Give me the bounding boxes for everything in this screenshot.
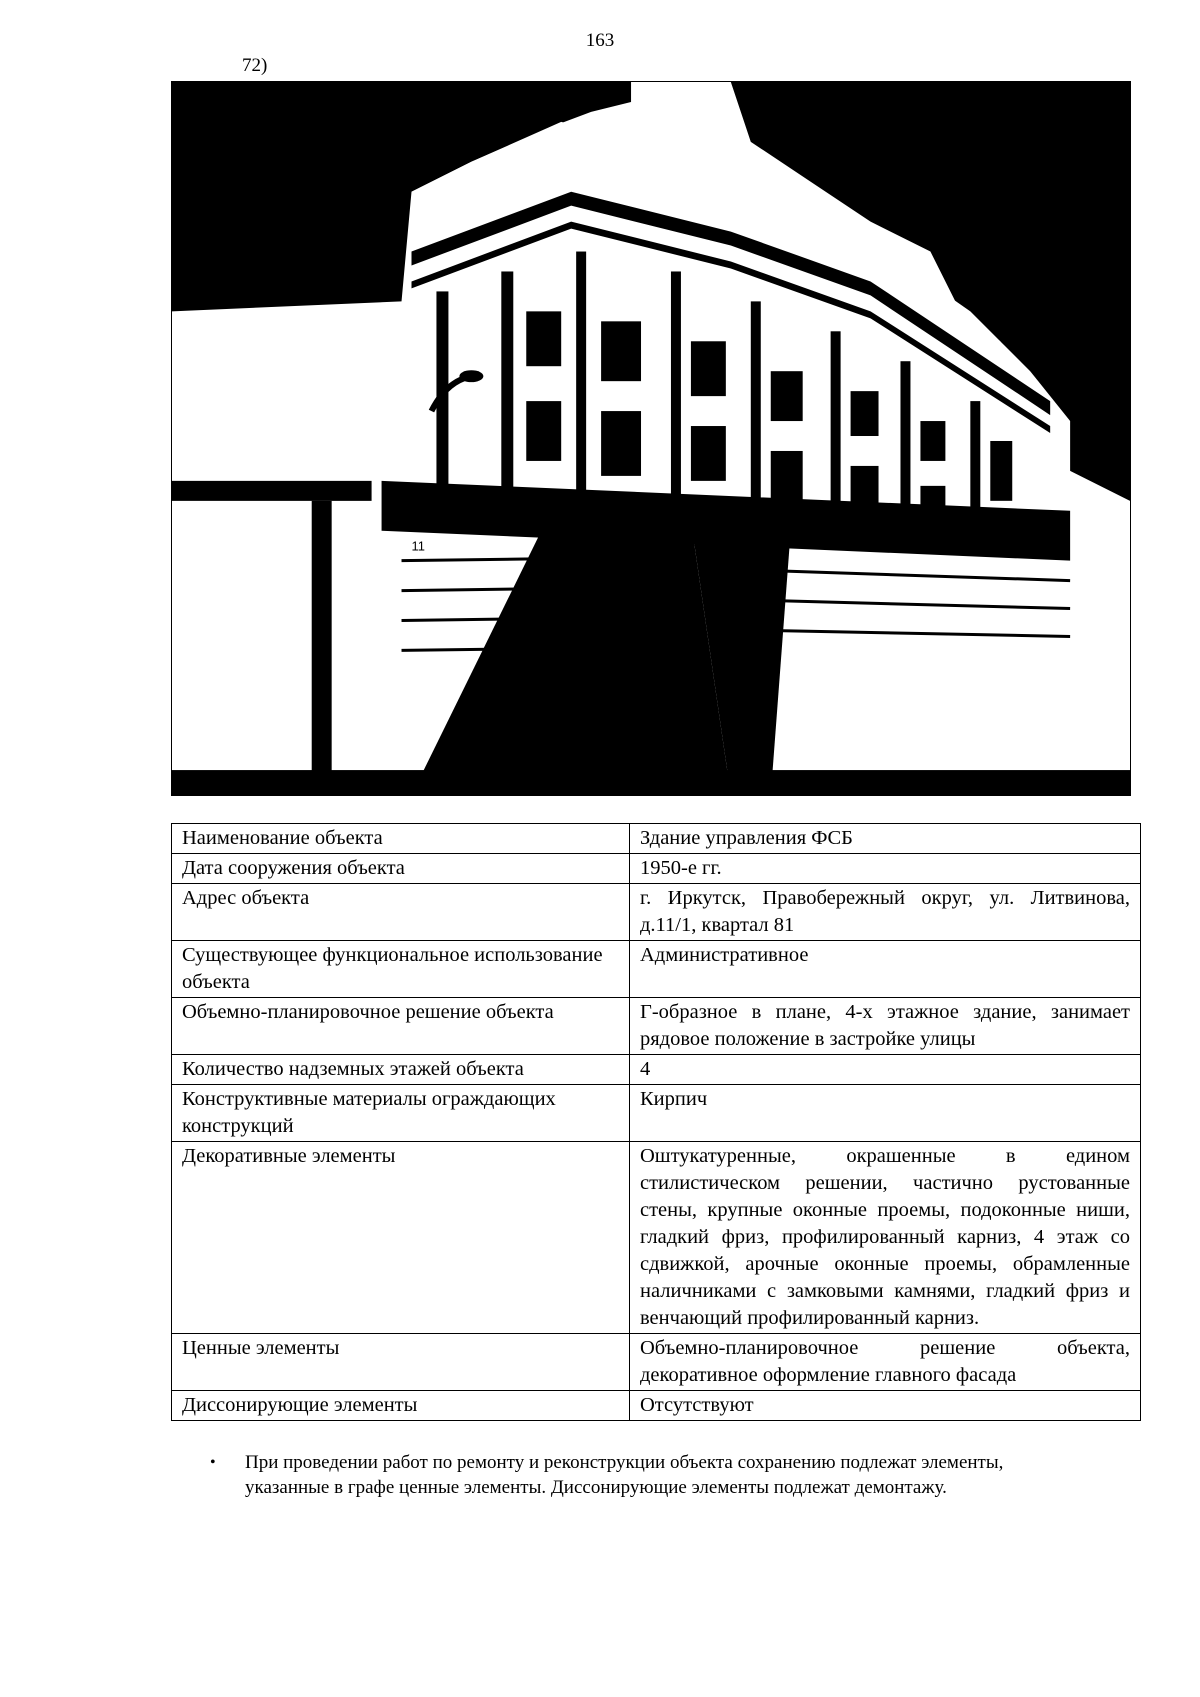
row-value: Кирпич — [630, 1085, 1141, 1142]
photo-house-number: 11 — [411, 538, 425, 554]
row-value: Объемно-планировочное решение объекта, декоративное оформление главного фасада — [630, 1334, 1141, 1391]
table-row — [172, 884, 1141, 941]
preservation-note — [210, 1450, 1090, 1500]
table-row — [172, 998, 1141, 1055]
item-number: 72) — [242, 55, 268, 76]
bullet-icon: • — [210, 1454, 216, 1471]
row-value: 1950-е гг. — [630, 854, 1141, 884]
row-label: Диссонирующие элементы — [172, 1391, 630, 1421]
building-photo-drawing — [172, 82, 1130, 795]
row-value: Отсутствуют — [630, 1391, 1141, 1421]
table-row — [172, 854, 1141, 884]
row-value: Здание управления ФСБ — [630, 824, 1141, 854]
building-photo — [171, 81, 1131, 796]
row-value: Административное — [630, 941, 1141, 998]
row-label: Количество надземных этажей объекта — [172, 1055, 630, 1085]
row-label: Дата сооружения объекта — [172, 854, 630, 884]
table-row — [172, 1334, 1141, 1391]
table-row — [172, 1055, 1141, 1085]
table-row — [172, 941, 1141, 998]
row-value: 4 — [630, 1055, 1141, 1085]
object-info-table — [171, 823, 1141, 1421]
page-number: 163 — [585, 30, 615, 51]
row-value: Оштукатуренные, окрашенные в едином стилистическом решении, частично рустованные стены, крупные оконные проемы, подоконные ниши, гладкий фриз, профилированный карниз, 4 этаж со сдвижкой, арочные оконные проемы, обрамленные наличниками с замковыми камнями, гладкий фриз и венчающий профилированный карниз. — [630, 1142, 1141, 1334]
row-label: Существующее функциональное использование объекта — [172, 941, 630, 998]
note-text: При проведении работ по ремонту и реконструкции объекта сохранению подлежат элементы, указанные в графе ценные элементы. Диссонирующие элементы подлежат демонтажу. — [245, 1452, 1004, 1498]
table-row — [172, 824, 1141, 854]
table-row — [172, 1391, 1141, 1421]
row-value: г. Иркутск, Правобережный округ, ул. Литвинова, д.11/1, квартал 81 — [630, 884, 1141, 941]
row-label: Декоративные элементы — [172, 1142, 630, 1334]
row-label: Конструктивные материалы ограждающих конструкций — [172, 1085, 630, 1142]
row-value: Г-образное в плане, 4-х этажное здание, занимает рядовое положение в застройке улицы — [630, 998, 1141, 1055]
table-row — [172, 1142, 1141, 1334]
row-label: Наименование объекта — [172, 824, 630, 854]
row-label: Объемно-планировочное решение объекта — [172, 998, 630, 1055]
row-label: Адрес объекта — [172, 884, 630, 941]
table-row — [172, 1085, 1141, 1142]
row-label: Ценные элементы — [172, 1334, 630, 1391]
